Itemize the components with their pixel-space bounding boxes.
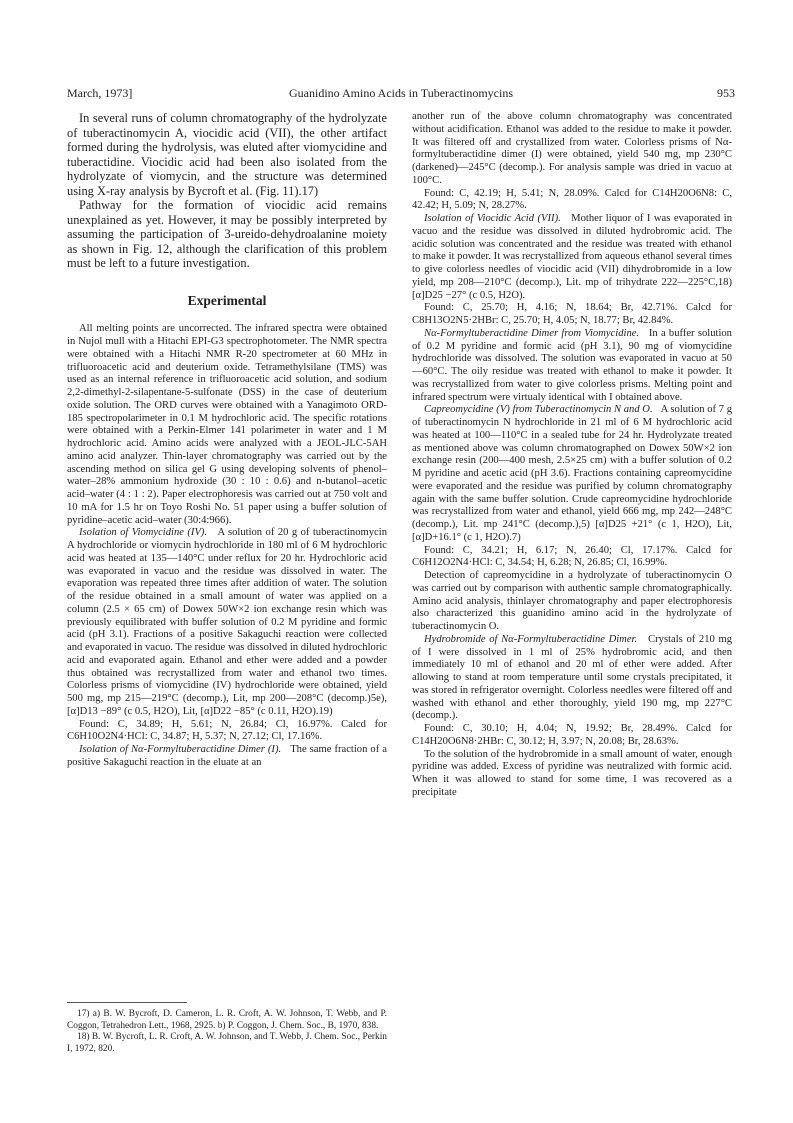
running-title: Guanidino Amino Acids in Tuberactinomycins xyxy=(289,86,513,100)
header-date: March, 1973] xyxy=(67,86,133,100)
capreomycidine-paragraph xyxy=(412,404,732,544)
dimer-subheading: Isolation of Nα-Formyltuberactidine Dimer (I). xyxy=(79,744,282,755)
viocidic-analysis: Found: C, 25.70; H, 4.16; N, 18.64; Br, 42.71%. Calcd for C8H13O2N5·2HBr: C, 25.70; H, 4.05; N, 18.77; Br, 42.84%. xyxy=(412,302,732,326)
intro-paragraph-1: In several runs of column chromatography of the hydrolyzate of tuberactinomycin A, viocidic acid (VII), the other artifact formed during the hydrolysis, was eluted after viomycidine and tuberactidine. Viocidic acid had been also isolated from the hydrolyzate of viomycin, and the structure was determined using X-ray analysis by Bycroft et al. (Fig. 11).17) xyxy=(67,111,387,198)
capreomycidine-analysis: Found: C, 34.21; H, 6.17; N, 26.40; Cl, 17.17%. Calcd for C6H12O2N4·HCl: C, 34.54; H, 6.28; N, 26.85; Cl, 16.99%. xyxy=(412,544,732,569)
viocidic-paragraph xyxy=(412,213,732,302)
hydrobromide-text: Crystals of 210 mg of I were dissolved in 1 ml of 25% hydrobromic acid, and then immediately 10 ml of ethanol and 20 ml of ether were added. After allowing to stand at room temperature until some crystals precipitated, it was stored in refrigerator overnight. Colorless needles were filtered off and washed with ethanol and ether thoroughly, yield 190 mg, mp 227°C (decomp.). xyxy=(412,633,732,722)
footnote-18: 18) B. W. Bycroft, L. R. Croft, A. W. Johnson, and T. Webb, J. Chem. Soc., Perkin I, 1972, 820. xyxy=(67,1032,387,1054)
viomycidine-analysis: Found: C, 34.89; H, 5.61; N, 26.84; Cl, 16.97%. Calcd for C6H10O2N4·HCl: C, 34.87; H, 5.37; N, 27.12; Cl, 17.16%. xyxy=(67,718,387,743)
experimental-paragraph-1: All melting points are uncorrected. The infrared spectra were obtained in Nujol mull with a Hitachi EPI-G3 spectrophotometer. The NMR spectra were obtained with a Hitachi NMR R-20 spectrometer at 60 MHz in trifluoroacetic acid and deuterium oxide. Tetramethylsilane (TMS) was used as an internal reference in trifluoroacetic acid solution, and sodium 2,2-dimethyl-2-silapentane-5-sulfonate (DSS) in the case of deuterium oxide solution. The ORD curves were obtained with a Yanagimoto ORD-185 spectropolarimeter in 0.1 M hydrochloric acid. The specific rotations were obtained with a Perkin-Elmer 141 polarimeter in water and 1 M hydrochloric acid. Amino acids were analyzed with a JEOL-JLC-5AH amino acid analyzer. Thin-layer chromatography was carried out by the ascending method on silica gel G using developing solvents of phenol–water–28% ammonium hydroxide (30 : 10 : 0.6) and n-butanol–acetic acid–water (4 : 1 : 2). Paper electrophoresis was carried out at 750 volt and 10 mA for 1.5 hr on Toyo Roshi No. 51 paper using a buffer solution of pyridine–acetic acid–water (30:4:966). xyxy=(67,323,387,526)
capreomycidine-text: A solution of 7 g of tuberactinomycin N hydrochloride in 21 ml of 6 M hydrochloric acid was heated at 100—110°C in a sealed tube for 24 hr. Hydrolyzate treated as mentioned above was column chromatographed on Dowex 50W×2 ion exchange resin (200—400 mesh, 2.5×25 cm) with a buffer solution of 0.2 M pyridine and acetic acid (pH 3.6). Fractions containing capreomycidine were evaporated and the residue was purified by column chromatography again with the same buffer solution. Crude capreomycidine hydrochloride was recrystallized from water and ethanol, yield 666 mg, mp 242—248°C (decomp.), Lit. mp 241°C (decomp.),5) [α]D25 +21° (c 1, H2O), Lit, [α]D+16.1° (c 1, H2O).7) xyxy=(412,404,732,543)
hydrobromide-subheading: Hydrobromide of Nα-Formyltuberactidine Dimer. xyxy=(424,633,638,645)
viomycidine-subheading: Isolation of Viomycidine (IV). xyxy=(79,527,208,539)
page-number: 953 xyxy=(717,86,735,100)
footnote-17: 17) a) B. W. Bycroft, D. Cameron, L. R. Croft, A. W. Johnson, T. Webb, and P. Coggon, Tetrahedron Lett., 1968, 2925. b) P. Coggon, J. Chem. Soc., B, 1970, 838. xyxy=(67,1009,387,1031)
capreomycidine-subheading: Capreomycidine (V) from Tuberactinomycin N and O. xyxy=(424,404,653,416)
final-paragraph: To the solution of the hydrobromide in a small amount of water, enough pyridine was added. Excess of pyridine was neutralized with formic acid. When it was allowed to stand for some time, I was recovered as a precipitate xyxy=(412,748,732,798)
footnotes xyxy=(67,1002,387,1055)
viomycidine-text: A solution of 20 g of tuberactinomycin A hydrochloride or viomycin hydrochloride in 180 ml of 6 M hydrochloric acid was heated at 135—140°C under reflux for 20 hr. Hydrochloric acid was evaporated in vacuo and the residue was dissolved in water. The evaporation was repeated three times after addition of water. The solution of the residue obtained in a small amount of water was applied on a column (2.5 × 65 cm) of Dowex 50W×2 ion exchange resin which was previously equilibrated with buffer solution of 0.2 M pyridine and formic acid (pH 3.1). Fractions of a positive Sakaguchi reaction were collected and evaporated in vacuo. The residue was dissolved in diluted hydrochloric acid and evaporated again. Ethanol and ether were added and a powder thus obtained was recrystallized from water and ethanol two times. Colorless prisms of viomycidine (IV) hydrochloride were obtained, yield 500 mg, mp 215—219°C (decomp.), Lit, mp 200—208°C (decomp.)5e), [α]D13 −89° (c 0.5, H2O), Lit, [α]D22 −85° (c 0.11, H2O).19) xyxy=(67,527,387,717)
footnote-rule xyxy=(67,1002,187,1003)
from-viomycidine-text: In a buffer solution of 0.2 M pyridine and formic acid (pH 3.1), 90 mg of viomycidine hydrochloride was dissolved. The solution was evaporated in vacuo at 50—60°C. The oily residue was treated with ethanol to make it powder. It was recrystallized from water to give colorless prisms. Melting point and infrared spectrum were virtualy identical with I obtained above. xyxy=(412,327,732,403)
from-viomycidine-paragraph xyxy=(412,328,732,405)
viomycidine-paragraph xyxy=(67,527,387,718)
detection-paragraph: Detection of capreomycidine in a hydrolyzate of tuberactinomycin O was carried out by comparison with authentic sample chromatographically. Amino acid analysis, thinlayer chromatography and paper electrophoresis also characterized this guanidino amino acid in the hydrolyzate of tuberactinomycin O. xyxy=(412,570,732,632)
viocidic-text: Mother liquor of I was evaporated in vacuo and the residue was dissolved in diluted hydrobromic acid. The acidic solution was concentrated and the residue was treated with ethanol to make it powder. It was recrystallized from aqueous ethanol several times to give colorless needles of viocidic acid (VII) dihydrobromide in a low yield, mp 208—210°C (decomp.), Lit. mp of trihydrate 222—225°C,18) [α]D25 −27° (c 0.5, H2O). xyxy=(412,213,732,301)
right-column xyxy=(412,111,732,800)
hydrobromide-analysis: Found: C, 30.10; H, 4.04; N, 19.92; Br, 28.49%. Calcd for C14H20O6N8·2HBr: C, 30.12; H, 3.97; N, 20.08; Br, 28.63%. xyxy=(412,723,732,747)
from-viomycidine-subheading: Nα-Formyltuberactidine Dimer from Viomycidine. xyxy=(424,327,640,339)
page-header xyxy=(67,86,735,102)
dimer-paragraph xyxy=(67,744,387,770)
hydrobromide-paragraph xyxy=(412,634,732,723)
viocidic-subheading: Isolation of Viocidic Acid (VII). xyxy=(424,213,561,224)
dimer-text: The same fraction of a positive Sakaguchi reaction in the eluate at an xyxy=(67,744,387,768)
intro-paragraph-2: Pathway for the formation of viocidic acid remains unexplained as yet. However, it may be possibly interpreted by assuming the participation of 3-ureido-dehydroalanine moiety as shown in Fig. 12, although the clarification of this problem must be left to a future investigation. xyxy=(67,198,387,270)
dimer-analysis: Found: C, 42.19; H, 5.41; N, 28.09%. Calcd for C14H20O6N8: C, 42.42; H, 5.09; N, 28.27%. xyxy=(412,187,732,212)
section-heading-experimental: Experimental xyxy=(187,292,267,308)
continued-paragraph: another run of the above column chromatography was concentrated without acidification. Ethanol was added to the residue to make it powder. It was filtered off and crystallized from water. Colorless prisms of Nα-formyltuberactidine dimer (I) were obtained, yield 540 mg, mp 230°C (darkened)—245°C (decomp.). For analysis sample was dried in vacuo at 100°C. xyxy=(412,111,732,186)
left-column xyxy=(67,111,387,770)
